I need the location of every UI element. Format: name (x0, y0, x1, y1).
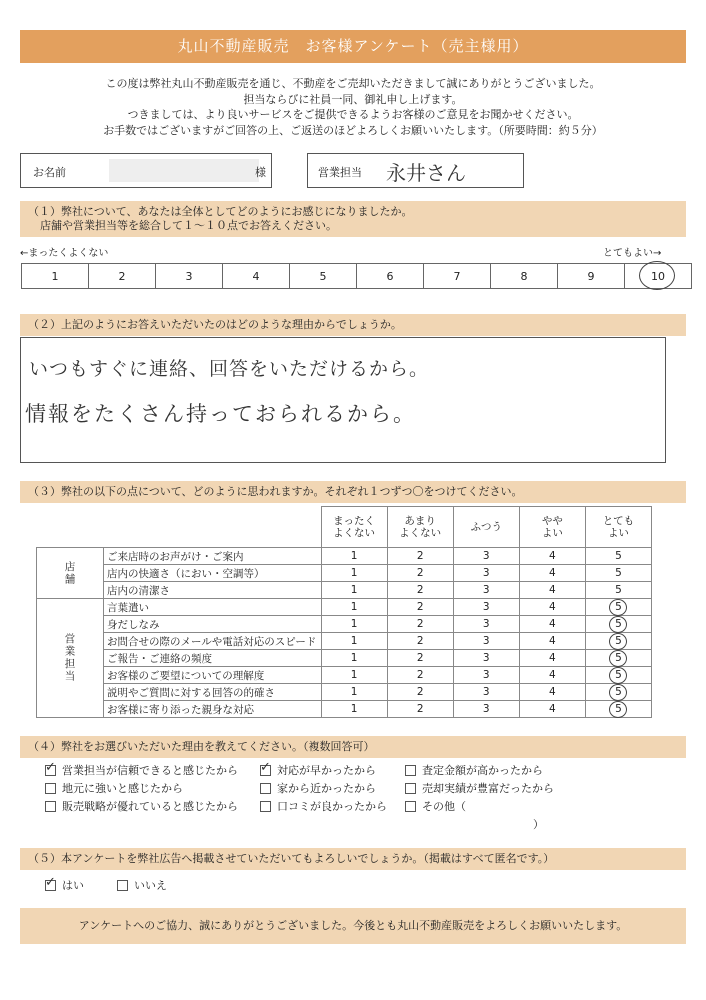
q3-column-header (387, 507, 453, 548)
q3-rating-value: 2 (416, 550, 424, 562)
checkbox[interactable] (45, 874, 56, 891)
check-mark-icon: ✓ (45, 874, 56, 890)
q3-rating-cell[interactable] (519, 565, 585, 582)
sales-rep-label: 営業担当 (318, 166, 362, 179)
q4-option-label: 販売戦略が優れていると感じたから (62, 800, 238, 813)
selected-circle-icon (609, 667, 627, 684)
q3-table (36, 506, 652, 718)
q3-rating-cell[interactable] (387, 565, 453, 582)
q4-option[interactable] (260, 780, 376, 796)
q4-option-label: 対応が早かったから (277, 764, 376, 777)
q3-rating-value: 5 (615, 567, 622, 579)
q3-rating-value: 1 (350, 584, 358, 596)
q3-rating-value: 3 (482, 652, 490, 664)
q3-rating-cell[interactable] (321, 616, 387, 633)
q1-right-label: とてもよい→ (603, 248, 662, 259)
q3-rating-cell[interactable] (585, 565, 651, 582)
q3-rating-value: 3 (482, 686, 490, 698)
q3-item-label: ご来店時のお声がけ・ご案内 (104, 548, 322, 565)
q3-rating-cell[interactable] (321, 667, 387, 684)
q3-rating-value: 4 (549, 652, 556, 664)
q1-scale-cell[interactable] (156, 264, 223, 289)
q3-category: 店舗 (37, 548, 104, 599)
table-row (37, 599, 652, 616)
q5-option-yes[interactable] (45, 874, 84, 893)
q4-option-label: 口コミが良かったから (277, 800, 387, 813)
table-row (37, 565, 652, 582)
q4-option[interactable] (405, 780, 554, 796)
q3-rating-cell[interactable] (387, 650, 453, 667)
table-row (37, 548, 652, 565)
q3-item-label: お問合せの際のメールや電話対応のスピード (104, 633, 322, 650)
name-redaction (109, 159, 259, 182)
q3-rating-value: 4 (549, 567, 556, 579)
table-row (37, 616, 652, 633)
page-title: 丸山不動産販売 お客様アンケート（売主様用） (20, 30, 686, 63)
q3-rating-cell[interactable] (387, 667, 453, 684)
q3-category-header (37, 507, 104, 548)
q3-rating-cell[interactable] (453, 565, 519, 582)
q3-rating-value: 2 (416, 686, 424, 698)
q3-rating-value: 1 (350, 550, 358, 562)
q3-rating-value: 2 (416, 618, 424, 630)
checkbox[interactable] (405, 765, 416, 776)
q3-rating-value: 4 (549, 584, 556, 596)
q1-scale-value: 8 (520, 269, 528, 283)
q3-column-header (453, 507, 519, 548)
q4-option-label: 売却実績が豊富だったから (422, 782, 554, 795)
q3-rating-value: 2 (416, 669, 424, 681)
q3-rating-cell[interactable] (585, 616, 651, 633)
q3-column-label: まったく (333, 515, 376, 527)
q3-rating-cell[interactable] (321, 684, 387, 701)
q3-rating-value: 5 (615, 703, 622, 715)
name-field[interactable] (20, 153, 272, 188)
q3-rating-value: 2 (416, 584, 424, 596)
checkbox[interactable] (405, 783, 416, 794)
q3-rating-cell[interactable] (585, 701, 651, 718)
q3-rating-cell[interactable] (519, 582, 585, 599)
q3-rating-value: 5 (615, 550, 622, 562)
q1-scale-cell[interactable] (558, 264, 625, 289)
q3-rating-value: 3 (482, 584, 490, 596)
q3-rating-value: 4 (549, 703, 556, 715)
q3-rating-cell[interactable] (387, 548, 453, 565)
q3-rating-cell[interactable] (387, 599, 453, 616)
table-row (37, 684, 652, 701)
q5-yes-label: はい (62, 879, 84, 892)
q3-rating-value: 3 (482, 567, 490, 579)
q3-item-header (104, 507, 322, 548)
q3-rating-cell[interactable] (453, 684, 519, 701)
q1-text-line: （１）弊社について、あなたは全体としてどのようにお感じになりましたか。 (28, 205, 413, 218)
q2-heading: （２）上記のようにお答えいただいたのはどのような理由からでしょうか。 (20, 314, 686, 336)
q3-rating-value: 5 (615, 669, 622, 681)
q3-rating-value: 1 (350, 601, 358, 613)
q3-column-header (321, 507, 387, 548)
q3-item-label: 店内の快適さ（におい・空調等） (104, 565, 322, 582)
q3-column-header (519, 507, 585, 548)
q3-column-header (585, 507, 651, 548)
q3-rating-cell[interactable] (519, 633, 585, 650)
q3-rating-cell[interactable] (585, 599, 651, 616)
checkbox[interactable] (45, 783, 56, 794)
q3-rating-value: 3 (482, 635, 490, 647)
q1-scale-cell[interactable] (491, 264, 558, 289)
intro-line: つきましては、より良いサービスをご提供できるようお客様のご意見をお聞かせください。 (127, 108, 579, 121)
q3-item-label: ご報告・ご連絡の頻度 (104, 650, 322, 667)
q4-options (45, 759, 665, 832)
q3-rating-cell[interactable] (519, 684, 585, 701)
q3-rating-value: 5 (615, 601, 622, 613)
q1-scale-cell[interactable] (22, 264, 89, 289)
q3-rating-value: 4 (549, 686, 556, 698)
q3-rating-cell[interactable] (387, 582, 453, 599)
q3-item-label: 言葉遣い (104, 599, 322, 616)
q4-option[interactable] (260, 798, 387, 814)
q4-option-label: 営業担当が信頼できると感じたから (62, 764, 238, 777)
q1-scale-cell[interactable] (625, 264, 692, 289)
q4-option[interactable] (405, 798, 466, 814)
q3-rating-value: 3 (482, 618, 490, 630)
q3-column-label: やや (541, 515, 563, 527)
q4-option[interactable] (45, 759, 238, 778)
q3-rating-cell[interactable] (453, 599, 519, 616)
q1-scale-value: 4 (252, 269, 260, 283)
q3-rating-cell[interactable] (321, 650, 387, 667)
q3-rating-value: 4 (549, 669, 556, 681)
selected-circle-icon (609, 701, 627, 718)
q3-rating-cell[interactable] (387, 684, 453, 701)
q1-scale-value: 6 (386, 269, 394, 283)
table-row (37, 667, 652, 684)
q4-option-label: 家から近かったから (277, 782, 376, 795)
q3-rating-cell[interactable] (519, 599, 585, 616)
q3-column-label: よい (607, 527, 629, 539)
sales-rep-field[interactable] (307, 153, 524, 188)
q1-left-label: ←まったくよくない (20, 248, 109, 259)
q3-rating-cell[interactable] (585, 548, 651, 565)
q3-rating-value: 3 (482, 669, 490, 681)
q3-rating-cell[interactable] (519, 616, 585, 633)
q3-rating-value: 5 (615, 618, 622, 630)
q3-rating-value: 1 (350, 652, 358, 664)
table-row (37, 582, 652, 599)
q5-no-label: いいえ (134, 879, 167, 892)
q3-rating-cell[interactable] (387, 633, 453, 650)
q3-rating-value: 4 (549, 635, 556, 647)
q4-option[interactable] (405, 762, 543, 778)
q1-scale-cell[interactable] (424, 264, 491, 289)
checkbox[interactable] (260, 783, 271, 794)
q3-rating-value: 2 (416, 703, 424, 715)
q5-heading: （５）本アンケートを弊社広告へ掲載させていただいてもよろしいでしょうか。（掲載はすべて匿名です。） (20, 848, 686, 870)
q1-scale-value: 5 (319, 269, 327, 283)
q3-rating-value: 3 (482, 703, 490, 715)
q1-scale[interactable] (21, 263, 692, 289)
q3-rating-cell[interactable] (387, 616, 453, 633)
q2-answer-line: 情報をたくさん持っておられるから。 (25, 402, 416, 426)
footer-text: アンケートへのご協力、誠にありがとうございました。今後とも丸山不動産販売をよろしくお願いいたします。 (78, 919, 628, 932)
q3-rating-cell[interactable] (519, 667, 585, 684)
q4-option-label: 査定金額が高かったから (422, 764, 543, 777)
intro-line: 担当ならびに社員一同、御礼申し上げます。 (243, 92, 463, 106)
q1-scale-cell[interactable] (223, 264, 290, 289)
q4-option[interactable] (45, 780, 183, 796)
name-label: お名前 (33, 166, 66, 179)
q4-option[interactable] (45, 798, 238, 814)
q1-scale-value: 2 (118, 269, 126, 283)
q3-item-label: お客様に寄り添った親身な対応 (104, 701, 322, 718)
q4-option-label: その他（ (422, 800, 466, 813)
checkbox[interactable] (405, 801, 416, 812)
q3-column-label: あまり (404, 515, 436, 527)
q3-rating-cell[interactable] (321, 565, 387, 582)
intro-text (40, 76, 666, 138)
checkbox[interactable] (260, 759, 271, 776)
q1-scale-cell[interactable] (89, 264, 156, 289)
q1-scale-cell[interactable] (357, 264, 424, 289)
selected-circle-icon (609, 684, 627, 701)
q3-rating-cell[interactable] (453, 633, 519, 650)
q3-rating-cell[interactable] (321, 582, 387, 599)
q3-column-label: よくない (399, 527, 442, 539)
q3-rating-value: 5 (615, 686, 622, 698)
q3-category: 営業担当 (37, 599, 104, 718)
q3-heading: （３）弊社の以下の点について、どのように思われますか。それぞれ１つずつ〇をつけてください。 (20, 481, 686, 503)
q3-item-label: お客様のご要望についての理解度 (104, 667, 322, 684)
q3-rating-cell[interactable] (321, 599, 387, 616)
table-row (37, 650, 652, 667)
checkbox[interactable] (45, 759, 56, 776)
selected-circle-icon (609, 650, 627, 667)
q3-column-label: よい (541, 527, 563, 539)
q4-option-label: 地元に強いと感じたから (62, 782, 183, 795)
q1-scale-cell[interactable] (290, 264, 357, 289)
q3-rating-value: 1 (350, 669, 358, 681)
q1-scale-value: 10 (651, 269, 665, 283)
q3-rating-cell[interactable] (585, 667, 651, 684)
q3-rating-value: 2 (416, 652, 424, 664)
intro-line: お手数ではございますがご回答の上、ご返送のほどよろしくお願いいたします。（所要時間：約５分） (103, 123, 603, 137)
q3-rating-cell[interactable] (321, 701, 387, 718)
q3-item-label: 説明やご質問に対する回答の的確さ (104, 684, 322, 701)
q3-rating-cell[interactable] (585, 582, 651, 599)
q1-heading (20, 201, 686, 237)
q1-scale-value: 1 (51, 269, 59, 283)
q3-rating-value: 2 (416, 635, 424, 647)
q3-column-label: とても (602, 515, 635, 527)
name-suffix: 様 (255, 166, 266, 179)
q3-rating-cell[interactable] (585, 684, 651, 701)
q3-rating-cell[interactable] (387, 701, 453, 718)
selected-circle-icon (609, 599, 627, 616)
q3-rating-cell[interactable] (519, 548, 585, 565)
q3-rating-value: 1 (350, 635, 358, 647)
q3-rating-value: 3 (482, 550, 490, 562)
footer-message (20, 908, 686, 944)
q3-rating-cell[interactable] (321, 548, 387, 565)
sales-rep-value: 永井さん (386, 161, 466, 185)
selected-circle-icon (609, 616, 627, 633)
q1-scale-value: 3 (185, 269, 193, 283)
checkbox[interactable] (117, 880, 128, 891)
q3-rating-value: 4 (549, 601, 556, 613)
q3-column-label: ふつう (470, 521, 502, 533)
selected-circle-icon (609, 633, 627, 650)
q3-rating-value: 5 (615, 584, 622, 596)
q3-rating-value: 3 (482, 601, 490, 613)
q4-option[interactable] (260, 759, 376, 778)
q3-rating-value: 2 (416, 567, 424, 579)
table-row (37, 633, 652, 650)
q3-rating-cell[interactable] (585, 650, 651, 667)
selected-circle-icon (639, 261, 675, 290)
q3-column-label: よくない (333, 527, 376, 539)
q3-rating-value: 4 (549, 550, 556, 562)
q1-scale-value: 9 (587, 269, 595, 283)
q3-rating-cell[interactable] (585, 633, 651, 650)
q3-rating-value: 4 (549, 618, 556, 630)
q3-rating-value: 2 (416, 601, 424, 613)
q5-option-no[interactable] (117, 877, 167, 893)
check-mark-icon: ✓ (260, 759, 271, 775)
q3-rating-value: 1 (350, 618, 358, 630)
q3-rating-value: 1 (350, 686, 358, 698)
q3-item-label: 店内の清潔さ (104, 582, 322, 599)
q3-rating-value: 5 (615, 635, 622, 647)
q3-rating-cell[interactable] (519, 701, 585, 718)
q3-rating-cell[interactable] (519, 650, 585, 667)
intro-line: この度は弊社丸山不動産販売を通じ、不動産をご売却いただきまして誠にありがとうございました。 (105, 77, 601, 90)
q2-answer-box[interactable] (20, 337, 666, 463)
q1-text-line: 店舗や営業担当等を総合して１～１０点でお答えください。 (40, 219, 337, 232)
q1-scale-value: 7 (453, 269, 461, 283)
q3-rating-cell[interactable] (453, 582, 519, 599)
checkbox[interactable] (260, 801, 271, 812)
q3-rating-value: 1 (350, 567, 358, 579)
q3-rating-cell[interactable] (453, 701, 519, 718)
q3-rating-cell[interactable] (453, 667, 519, 684)
q4-other-close: ） (533, 818, 544, 831)
q3-rating-cell[interactable] (453, 650, 519, 667)
table-row (37, 701, 652, 718)
q3-rating-value: 1 (350, 703, 358, 715)
q3-rating-value: 5 (615, 652, 622, 664)
q3-rating-cell[interactable] (453, 548, 519, 565)
q3-item-label: 身だしなみ (104, 616, 322, 633)
check-mark-icon: ✓ (45, 759, 56, 775)
q3-rating-cell[interactable] (321, 633, 387, 650)
q2-answer-line: いつもすぐに連絡、回答をいただけるから。 (29, 358, 430, 380)
q3-rating-cell[interactable] (453, 616, 519, 633)
q4-heading: （４）弊社をお選びいただいた理由を教えてください。（複数回答可） (20, 736, 686, 758)
checkbox[interactable] (45, 801, 56, 812)
